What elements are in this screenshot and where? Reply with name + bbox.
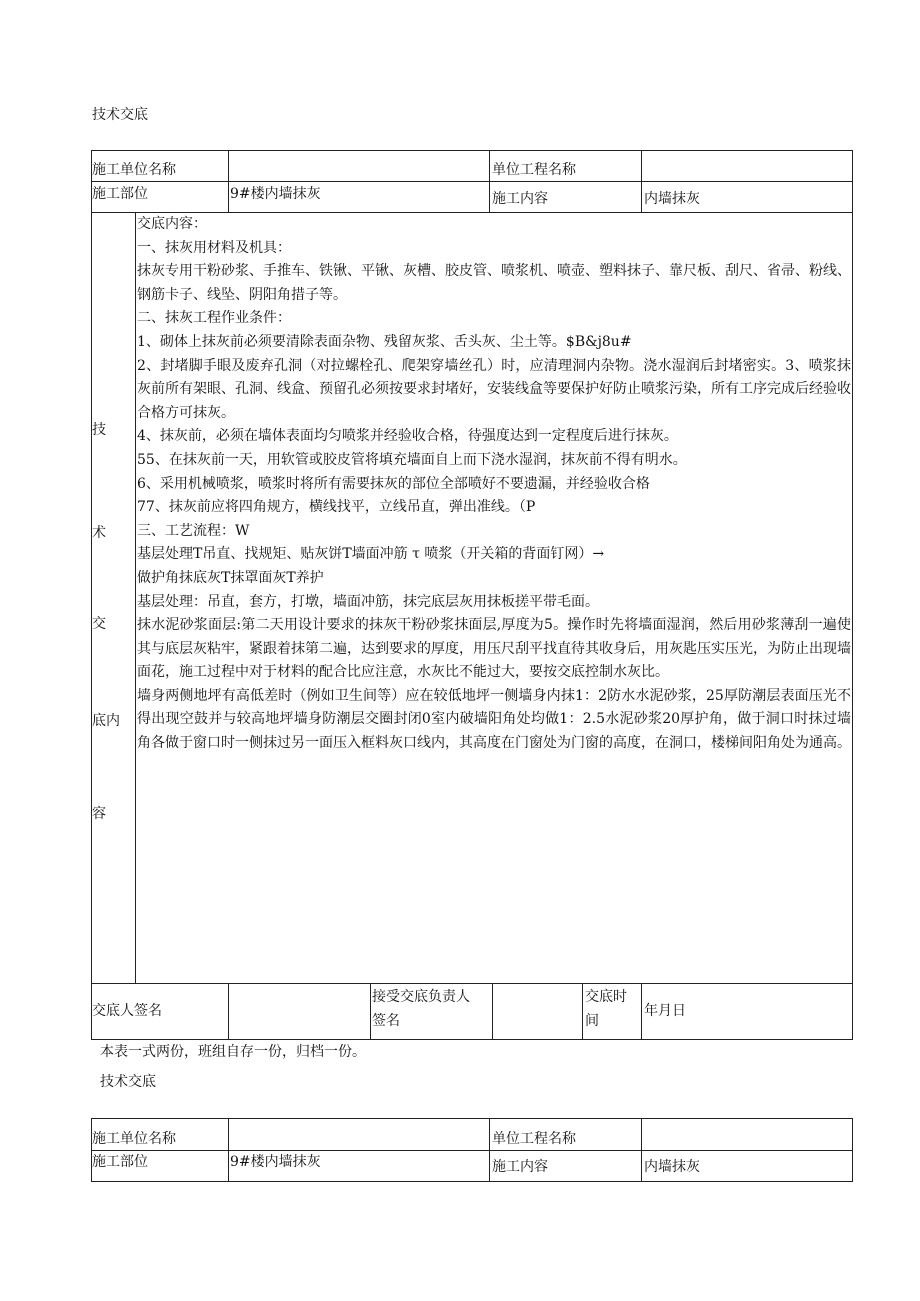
side-label-1: 技 — [92, 422, 106, 438]
content-label-2: 施工内容 — [492, 1159, 548, 1175]
unit-name-label: 施工单位名称 — [92, 162, 176, 178]
content-line: 基层处理T吊直、找规矩、贴灰饼T墙面冲筋 τ 喷浆（开关箱的背面钉网）→ — [137, 546, 605, 563]
side-label-4: 底内 — [92, 713, 120, 729]
part-value-2: 9#楼内墙抹灰 — [230, 1154, 321, 1170]
project-name-label-2: 单位工程名称 — [492, 1131, 576, 1147]
content-value: 内墙抹灰 — [644, 191, 700, 207]
part-label-2: 施工部位 — [92, 1154, 148, 1170]
time-label-2: 间 — [585, 1013, 599, 1029]
unit-name-label-2: 施工单位名称 — [92, 1131, 176, 1147]
receiver-label-1: 接受交底负责人 — [372, 989, 470, 1005]
content-line: 墙身两侧地坪有高低差时（例如卫生间等）应在较低地坪一侧墙身内抹1：2防水水泥砂浆，25厚防潮层表面压光不得出现空鼓并与较高地坪墙身防潮层交圈封闭0室内破墙阳角处均做1：2.5水泥砂浆20厚护角，做于洞口时抹过墙角各做于窗口时一侧抹过另一面压入框料灰口线内，其高度在门窗处为门窗的高度，在洞口，楼梯间阳角处为通高。 — [137, 687, 851, 752]
content-line: 6、采用机械喷浆，喷浆时将所有需要抹灰的部位全部喷好不要遗漏，并经验收合格 — [137, 475, 650, 492]
part-value: 9#楼内墙抹灰 — [230, 186, 321, 202]
disclosure-content — [137, 213, 851, 756]
sign-label: 交底人签名 — [92, 1003, 162, 1019]
part-label: 施工部位 — [92, 186, 148, 202]
content-line: 2、封堵脚手眼及废弃孔洞（对拉螺栓孔、爬架穿墙丝孔）时，应清理洞内杂物。浇水湿润后封堵密实。3、喷浆抹灰前所有架眼、孔洞、线盒、预留孔必须按要求封堵好，安装线盒等要保护好防止喷浆污染，所有工序完成后经验收合格方可抹灰。 — [137, 357, 851, 421]
project-name-label: 单位工程名称 — [492, 162, 576, 178]
page-title-2: 技术交底 — [100, 1074, 156, 1090]
content-line: 1、砌体上抹灰前必须要清除表面杂物、残留灰浆、舌头灰、尘土等。$B&j8u# — [137, 333, 632, 350]
content-line: 二、抹灰工程作业条件： — [137, 310, 291, 327]
content-line: 77、抹灰前应将四角规方，横线找平，立线吊直，弹出准线。（P — [137, 499, 536, 516]
time-label-1: 交底时 — [585, 989, 627, 1005]
content-line: 抹灰专用干粉砂浆、手推车、铁锹、平锹、灰槽、胶皮管、喷浆机、喷壶、塑料抹子、靠尺板、刮尺、省帚、粉线、钢筋卡子、线坠、阴阳角措子等。 — [137, 263, 851, 303]
content-line: 三、工艺流程：W — [137, 522, 250, 539]
time-value: 年月日 — [644, 1003, 686, 1019]
side-label-3: 交 — [92, 616, 106, 632]
content-line: 55、在抹灰前一天，用软管或胶皮管将填充墙面自上而下浇水湿润，抹灰前不得有明水。 — [137, 451, 687, 468]
content-line: 交底内容： — [137, 216, 207, 232]
note: 本表一式两份，班组自存一份，归档一份。 — [100, 1044, 366, 1060]
content-line: 做护角抹底灰T抹罩面灰T养护 — [137, 569, 324, 586]
content-line: 抹水泥砂浆面层:第二天用设计要求的抹灰干粉砂浆抹面层,厚度为5。操作时先将墙面湿润，然后用砂浆薄刮一遍使其与底层灰粘牢，紧跟着抹第二遍，达到要求的厚度，用压尺刮平找直待其收身后，用灰匙压实压光，为防止出现墙面花，施工过程中对于材料的配合比应注意，水灰比不能过大，要按交底控制水灰比。 — [137, 617, 851, 681]
content-line: 一、抹灰用材料及机具： — [137, 239, 291, 256]
content-line: 4、抹灰前，必须在墙体表面均匀喷浆并经验收合格，待强度达到一定程度后进行抹灰。 — [137, 428, 678, 445]
content-line: 基层处理：吊直，套方，打墩，墙面冲筋，抹完底层灰用抹板搓平带毛面。 — [137, 593, 599, 610]
side-label-2: 术 — [92, 525, 106, 541]
side-label-5: 容 — [92, 806, 106, 822]
content-value-2: 内墙抹灰 — [644, 1159, 700, 1175]
receiver-label-2: 签名 — [372, 1013, 400, 1029]
content-label: 施工内容 — [492, 191, 548, 207]
page-title: 技术交底 — [92, 107, 148, 123]
